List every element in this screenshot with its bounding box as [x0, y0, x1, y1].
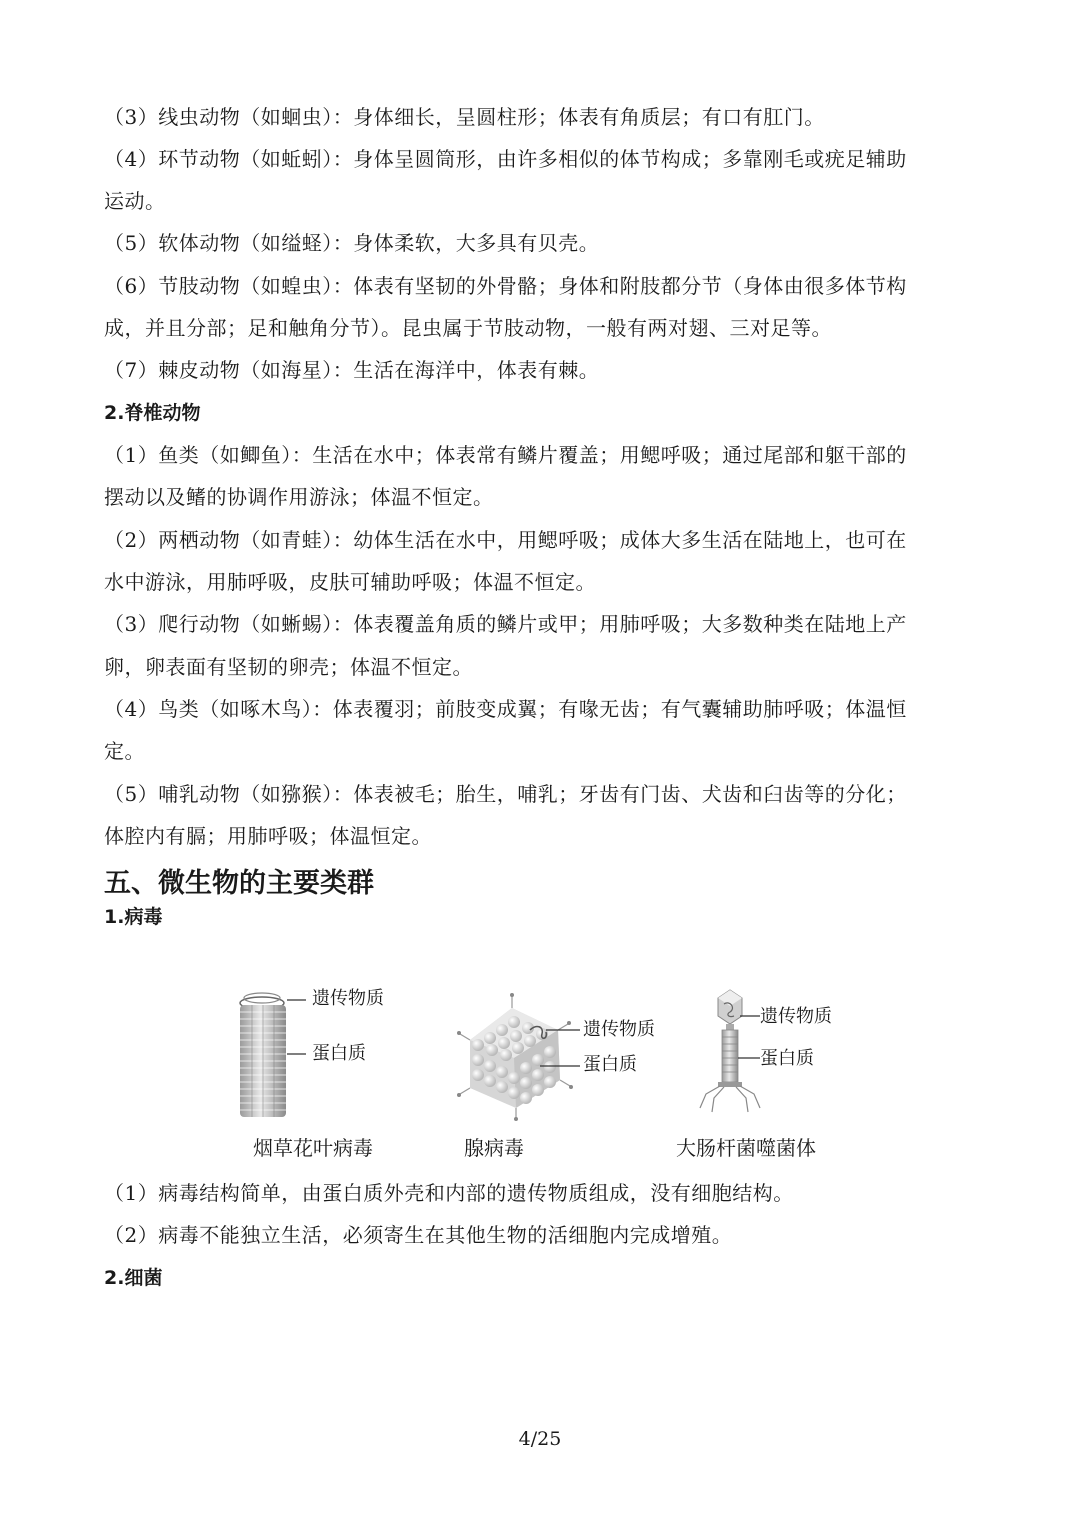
text-line: （6）节肢动物（如蝗虫）：体表有坚韧的外骨骼；身体和附肢都分节（身体由很多体节构 — [104, 274, 907, 298]
text-line: 成，并且分部；足和触角分节）。昆虫属于节肢动物，一般有两对翅、三对足等。 — [104, 316, 832, 340]
text-line: （3）爬行动物（如蜥蜴）：体表覆盖角质的鳞片或甲；用肺呼吸；大多数种类在陆地上产 — [104, 612, 907, 636]
text-line: （1）病毒结构简单，由蛋白质外壳和内部的遗传物质组成，没有细胞结构。 — [104, 1181, 794, 1205]
tobacco-mosaic-virus-illustration — [240, 993, 306, 1117]
text-line: （1）鱼类（如鲫鱼）：生活在水中；体表常有鳞片覆盖；用鳃呼吸；通过尾部和躯干部的 — [104, 443, 907, 467]
subheading-bacteria: 2.细菌 — [104, 1267, 163, 1289]
text-line: （7）棘皮动物（如海星）：生活在海洋中，体表有棘。 — [104, 358, 600, 382]
label-protein: 蛋白质 — [760, 1048, 814, 1069]
caption-bacteriophage: 大肠杆菌噬菌体 — [676, 1136, 816, 1160]
text-line: 卵，卵表面有坚韧的卵壳；体温不恒定。 — [104, 655, 473, 679]
label-genetic-material: 遗传物质 — [583, 1019, 655, 1040]
text-line: （4）环节动物（如蚯蚓）：身体呈圆筒形，由许多相似的体节构成；多靠刚毛或疣足辅助 — [104, 147, 907, 171]
text-line: （4）鸟类（如啄木鸟）：体表覆羽；前肢变成翼；有喙无齿；有气囊辅助肺呼吸；体温恒 — [104, 697, 907, 721]
text-line: （2）两栖动物（如青蛙）：幼体生活在水中，用鳃呼吸；成体大多生活在陆地上，也可在 — [104, 528, 907, 552]
subheading-vertebrates: 2.脊椎动物 — [104, 402, 201, 424]
text-line: 定。 — [104, 739, 145, 763]
label-protein: 蛋白质 — [312, 1043, 366, 1064]
text-line: （5）软体动物（如缢蛏）：身体柔软，大多具有贝壳。 — [104, 231, 600, 255]
label-genetic-material: 遗传物质 — [312, 988, 384, 1009]
text-line: 水中游泳，用肺呼吸，皮肤可辅助呼吸；体温不恒定。 — [104, 570, 596, 594]
page-number: 4/25 — [518, 1428, 562, 1450]
text-line: 体腔内有膈；用肺呼吸；体温恒定。 — [104, 824, 432, 848]
section-title: 五、微生物的主要类群 — [104, 868, 374, 899]
text-line: 运动。 — [104, 189, 166, 213]
label-protein: 蛋白质 — [583, 1054, 637, 1075]
adenovirus-illustration — [457, 993, 580, 1121]
label-genetic-material: 遗传物质 — [760, 1006, 832, 1027]
subheading-virus: 1.病毒 — [104, 906, 163, 928]
bacteriophage-illustration — [700, 990, 760, 1112]
text-line: （3）线虫动物（如蛔虫）：身体细长，呈圆柱形；体表有角质层；有口有肛门。 — [104, 105, 825, 129]
caption-tobacco-mosaic-virus: 烟草花叶病毒 — [253, 1136, 373, 1160]
text-line: （5）哺乳动物（如猕猴）：体表被毛；胎生，哺乳；牙齿有门齿、犬齿和臼齿等的分化； — [104, 782, 907, 806]
text-line: （2）病毒不能独立生活，必须寄生在其他生物的活细胞内完成增殖。 — [104, 1223, 733, 1247]
text-line: 摆动以及鳍的协调作用游泳；体温不恒定。 — [104, 485, 494, 509]
caption-adenovirus: 腺病毒 — [464, 1136, 524, 1160]
